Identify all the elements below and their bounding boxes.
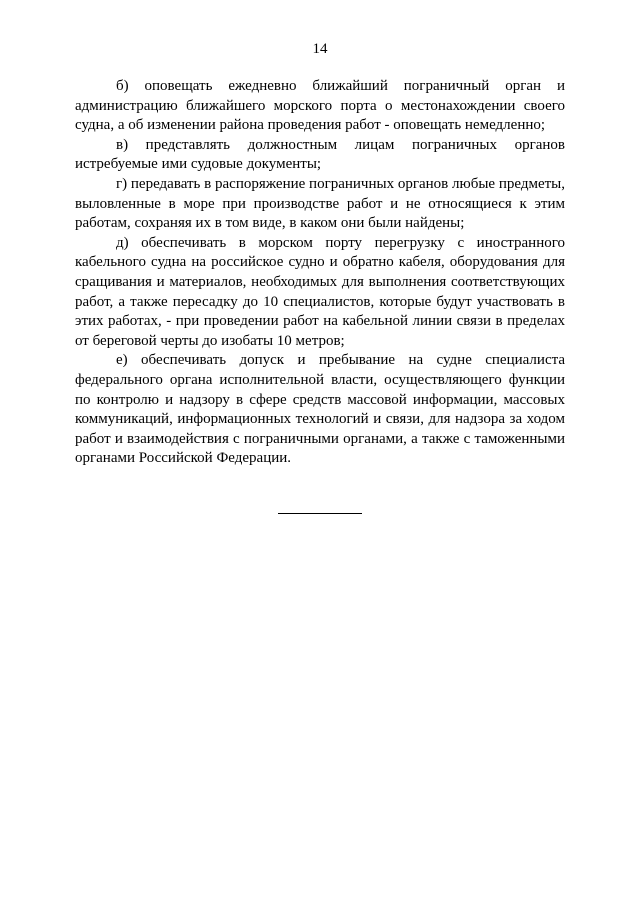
paragraph-v: в) представлять должностным лицам пограничных органов истребуемые ими судовые документы; bbox=[75, 136, 565, 173]
paragraph-b: б) оповещать ежедневно ближайший пограничный орган и администрацию ближайшего морского порта о местонахождении своего судна, а об изменении района проведения работ - оповещать немедленно; bbox=[75, 78, 565, 134]
paragraph-e: е) обеспечивать допуск и пребывание на судне специалиста федерального органа исполнительной власти, осуществляющего функции по контролю и надзору в сфере средств массовой информации, массовых коммуникаций, информационных технологий и связи, для надзора за ходом работ и взаимодействия с пограничными органами, а также с таможенными органами Российской Федерации. bbox=[75, 352, 565, 467]
document-body bbox=[75, 77, 565, 469]
end-separator-line bbox=[278, 513, 362, 514]
page-number: 14 bbox=[312, 41, 328, 57]
paragraph-d: д) обеспечивать в морском порту перегрузку с иностранного кабельного судна на российское судно и обратно кабеля, оборудования для сращивания и материалов, необходимых для выполнения соответствующих работ, а также пересадку до 10 специалистов, которые будут участвовать в этих работах, - при проведении работ на кабельной линии связи в пределах от береговой черты до изобаты 10 метров; bbox=[75, 234, 565, 349]
paragraph-g: г) передавать в распоряжение пограничных органов любые предметы, выловленные в море при производстве работ и не относящиеся к этим работам, сохраняя их в том виде, в каком они были найдены; bbox=[75, 175, 565, 232]
